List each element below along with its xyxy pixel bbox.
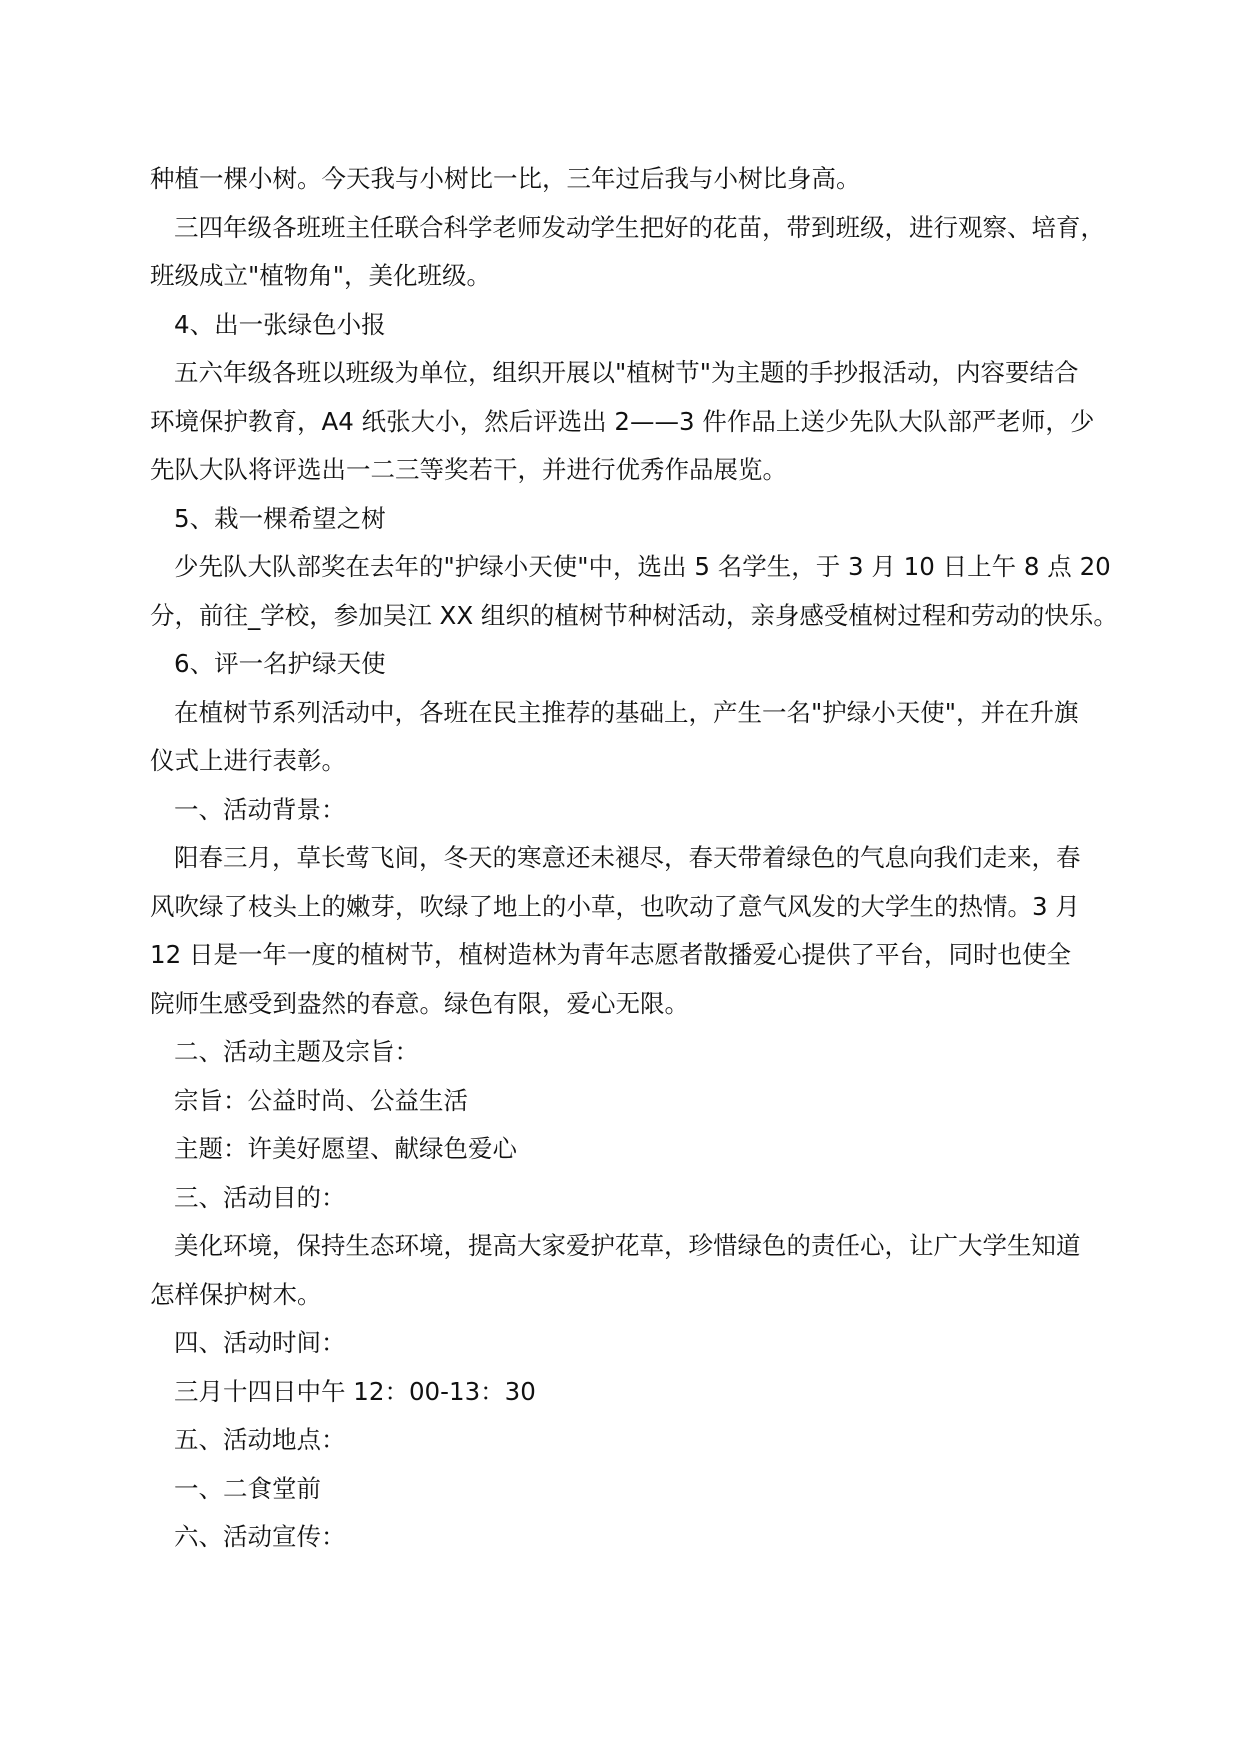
paragraph-line: 阳春三月，草长莺飞间，冬天的寒意还未褪尽，春天带着绿色的气息向我们走来，春: [174, 843, 1081, 872]
text-line: 12 日是一年一度的植树节，植树造林为青年志愿者散播爱心提供了平台，同时也使全: [150, 940, 1071, 969]
section-heading: 三、活动目的：: [174, 1182, 346, 1212]
paragraph-line: 主题：许美好愿望、献绿色爱心: [174, 1134, 517, 1163]
paragraph-line: 宗旨：公益时尚、公益生活: [174, 1085, 468, 1115]
text-line: 种植一棵小树。今天我与小树比一比，三年过后我与小树比身高。: [150, 164, 861, 193]
section-heading: 4、出一张绿色小报: [174, 309, 386, 339]
paragraph-line: 一、二食堂前: [174, 1473, 321, 1503]
text-line: 分，前往_学校，参加吴江 XX 组织的植树节种树活动，亲身感受植树过程和劳动的快乐。: [150, 600, 1118, 630]
text-line: 怎样保护树木。: [150, 1279, 322, 1309]
paragraph-line: 美化环境，保持生态环境，提高大家爱护花草，珍惜绿色的责任心，让广大学生知道: [174, 1231, 1081, 1260]
section-heading: 一、活动背景：: [174, 794, 346, 824]
section-heading: 二、活动主题及宗旨：: [174, 1037, 419, 1066]
document-body: [150, 155, 1118, 1562]
paragraph-line: 三月十四日中午 12：00-13：30: [174, 1376, 536, 1406]
text-line: 先队大队将评选出一二三等奖若干，并进行优秀作品展览。: [150, 455, 787, 484]
section-heading: 6、评一名护绿天使: [174, 649, 386, 678]
text-line: 仪式上进行表彰。: [150, 746, 346, 775]
paragraph-line: 三四年级各班班主任联合科学老师发动学生把好的花苗，带到班级，进行观察、培育，: [174, 212, 1105, 242]
section-heading: 五、活动地点：: [174, 1425, 346, 1454]
section-heading: 四、活动时间：: [174, 1328, 346, 1357]
paragraph-line: 五六年级各班以班级为单位，组织开展以"植树节"为主题的手抄报活动，内容要结合: [174, 358, 1079, 387]
section-heading: 六、活动宣传：: [174, 1522, 346, 1551]
paragraph-line: 少先队大队部奖在去年的"护绿小天使"中，选出 5 名学生，于 3 月 10 日上午 8 点 20: [174, 552, 1111, 581]
text-line: 风吹绿了枝头上的嫩芽，吹绿了地上的小草，也吹动了意气风发的大学生的热情。3 月: [150, 891, 1080, 921]
section-heading: 5、栽一棵希望之树: [174, 503, 386, 533]
paragraph-line: 在植树节系列活动中，各班在民主推荐的基础上，产生一名"护绿小天使"，并在升旗: [174, 697, 1079, 727]
text-line: 环境保护教育，A4 纸张大小，然后评选出 2——3 件作品上送少先队大队部严老师，少: [150, 406, 1095, 436]
text-line: 院师生感受到盎然的春意。绿色有限，爱心无限。: [150, 988, 689, 1018]
text-line: 班级成立"植物角"，美化班级。: [150, 261, 492, 290]
